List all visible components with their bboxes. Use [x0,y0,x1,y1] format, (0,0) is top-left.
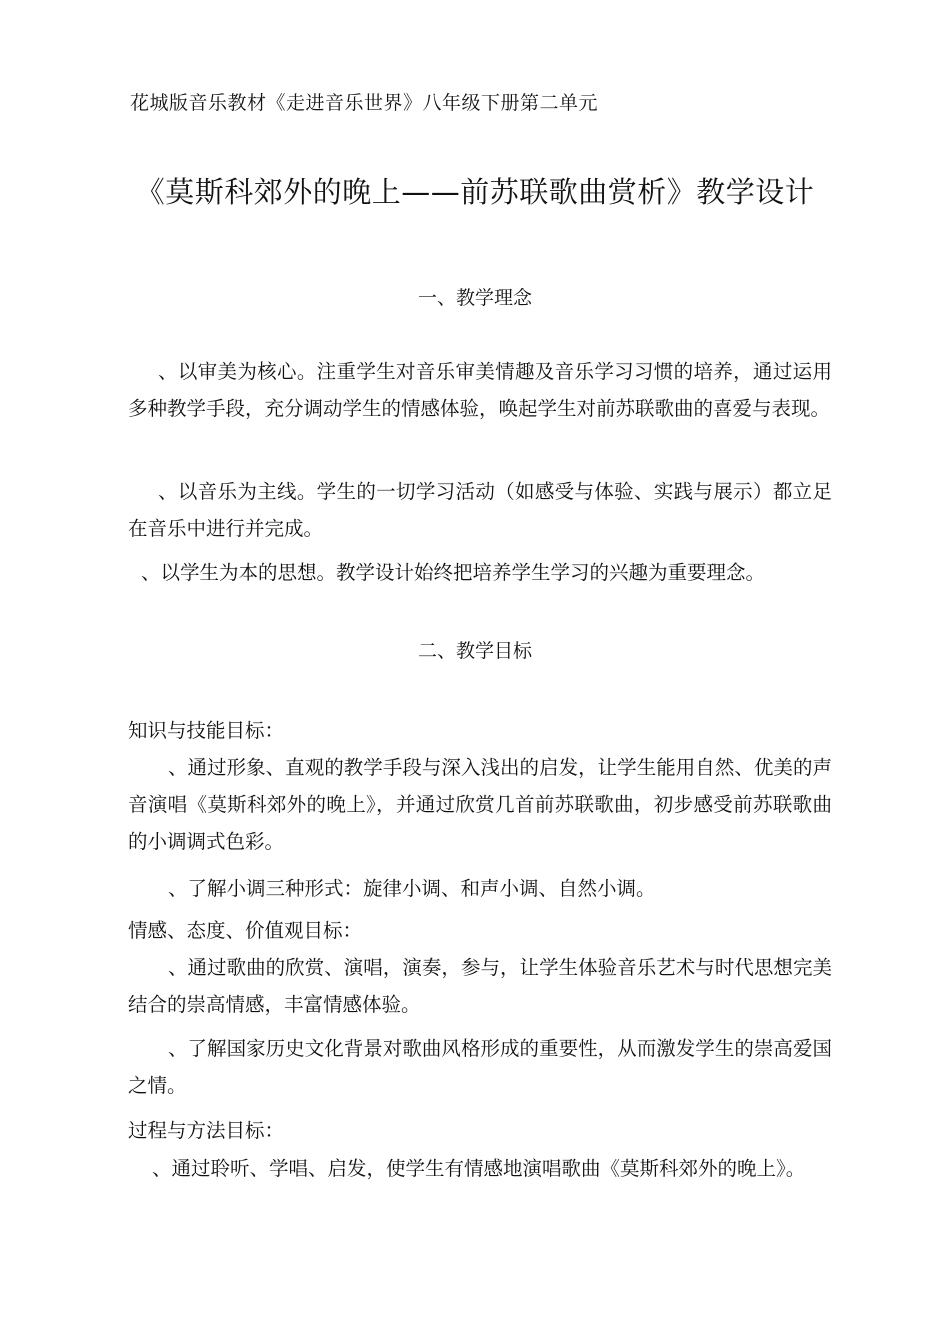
knowledge-item-1: 、通过形象、直观的教学手段与深入浅出的启发，让学生能用自然、优美的声音演唱《莫斯科郊外的晚上》，并通过欣赏几首前苏联歌曲，初步感受前苏联歌曲的小调调式色彩。 [128,756,832,853]
emotion-attitude-label: 情感、态度、价值观目标： [128,919,363,942]
concept-paragraph-3: 、以学生为本的思想。教学设计始终把培养学生学习的兴趣为重要理念。 [141,561,766,584]
source-line: 花城版音乐教材《走进音乐世界》八年级下册第二单元 [130,92,599,114]
knowledge-item-2: 、了解小调三种形式：旋律小调、和声小调、自然小调。 [168,877,656,900]
section-heading-teaching-concept: 一、教学理念 [417,287,532,309]
process-method-label: 过程与方法目标： [128,1119,285,1142]
concept-paragraph-2: 、以音乐为主线。学生的一切学习活动（如感受与体验、实践与展示）都立足在音乐中进行并完成。 [128,480,832,540]
document-title: 《莫斯科郊外的晚上——前苏联歌曲赏析》教学设计 [135,175,815,209]
process-item-1: 、通过聆听、学唱、启发，使学生有情感地演唱歌曲《莫斯科郊外的晚上》。 [152,1157,806,1180]
emotion-item-1: 、通过歌曲的欣赏、演唱，演奏，参与，让学生体验音乐艺术与时代思想完美结合的崇高情感，丰富情感体验。 [128,956,832,1016]
concept-paragraph-1: 、以审美为核心。注重学生对音乐审美情趣及音乐学习习惯的培养，通过运用多种教学手段，充分调动学生的情感体验，唤起学生对前苏联歌曲的喜爱与表现。 [128,360,832,420]
section-heading-teaching-goals: 二、教学目标 [417,640,532,662]
emotion-item-2: 、了解国家历史文化背景对歌曲风格形成的重要性，从而激发学生的崇高爱国之情。 [128,1037,832,1097]
knowledge-skills-label: 知识与技能目标： [128,719,285,742]
